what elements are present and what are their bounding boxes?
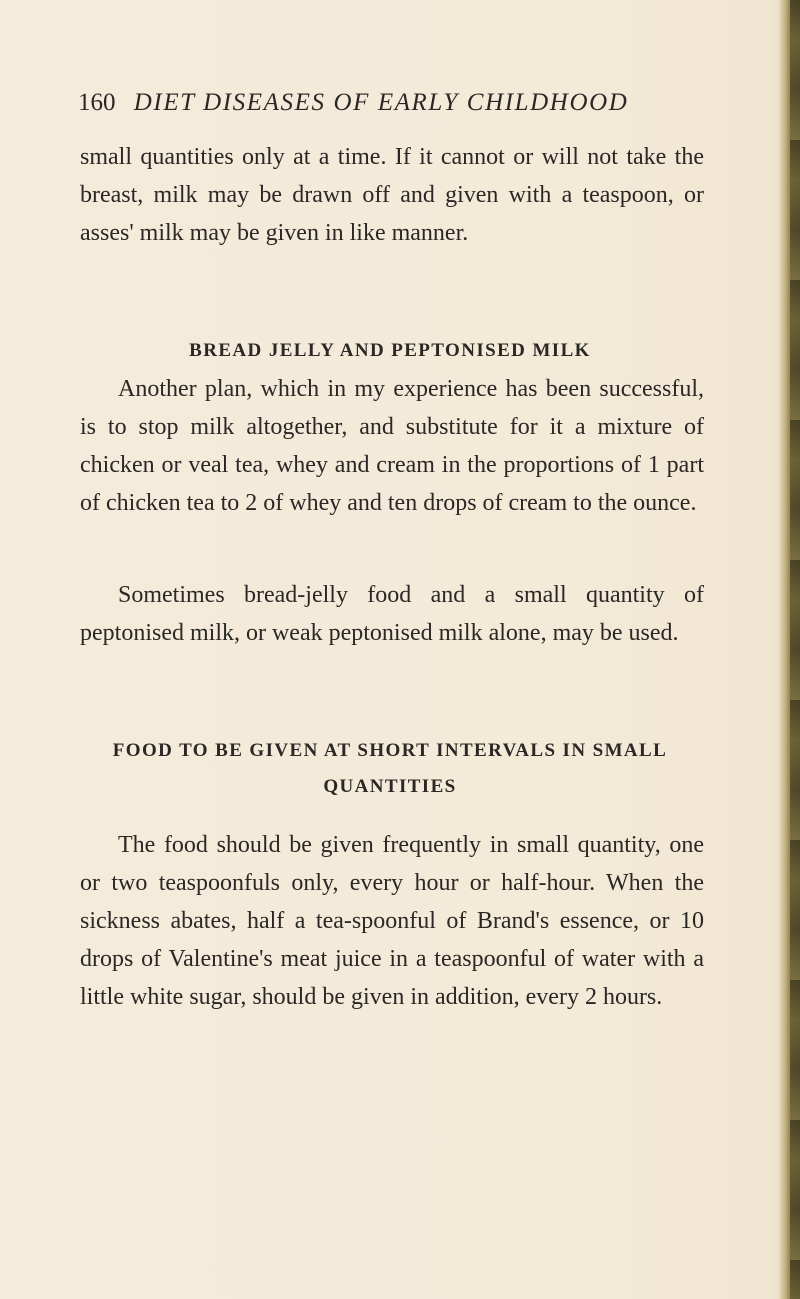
paragraph-2: Another plan, which in my experience has been successful, is to stop milk altogether, and substitute for it a mixture of chicken or veal tea, whey and cream in the proportions of 1 part of chicken tea to 2 of whey and ten drops of cream to the ounce. <box>80 376 704 516</box>
paragraph-3: Sometimes bread-jelly food and a small quantity of peptonised milk, or weak peptonised milk alone, may be used. <box>80 582 704 646</box>
page-number: 160 <box>78 89 116 116</box>
paragraph-4: The food should be given frequently in small quantity, one or two teaspoonfuls only, every hour or half-hour. When the sickness abates, half a tea-spoonful of Brand's essence, or 10 drops of Valentine's meat juice in a teaspoonful of water with a little white sugar, should be given in addition, every 2 hours. <box>80 832 704 1010</box>
paragraph-1: small quantities only at a time. If it cannot or will not take the breast, milk may be drawn off and given with a teaspoon, or asses' milk may be given in like manner. <box>80 144 704 246</box>
section-heading-bread-jelly: BREAD JELLY AND PEPTONISED MILK <box>189 340 591 361</box>
running-header <box>78 86 718 120</box>
section-heading-food-intervals: FOOD TO BE GIVEN AT SHORT INTERVALS IN SMALL QUANTITIES <box>112 740 668 797</box>
running-title: DIET DISEASES OF EARLY CHILDHOOD <box>133 89 629 116</box>
book-binding-edge <box>790 0 800 1299</box>
